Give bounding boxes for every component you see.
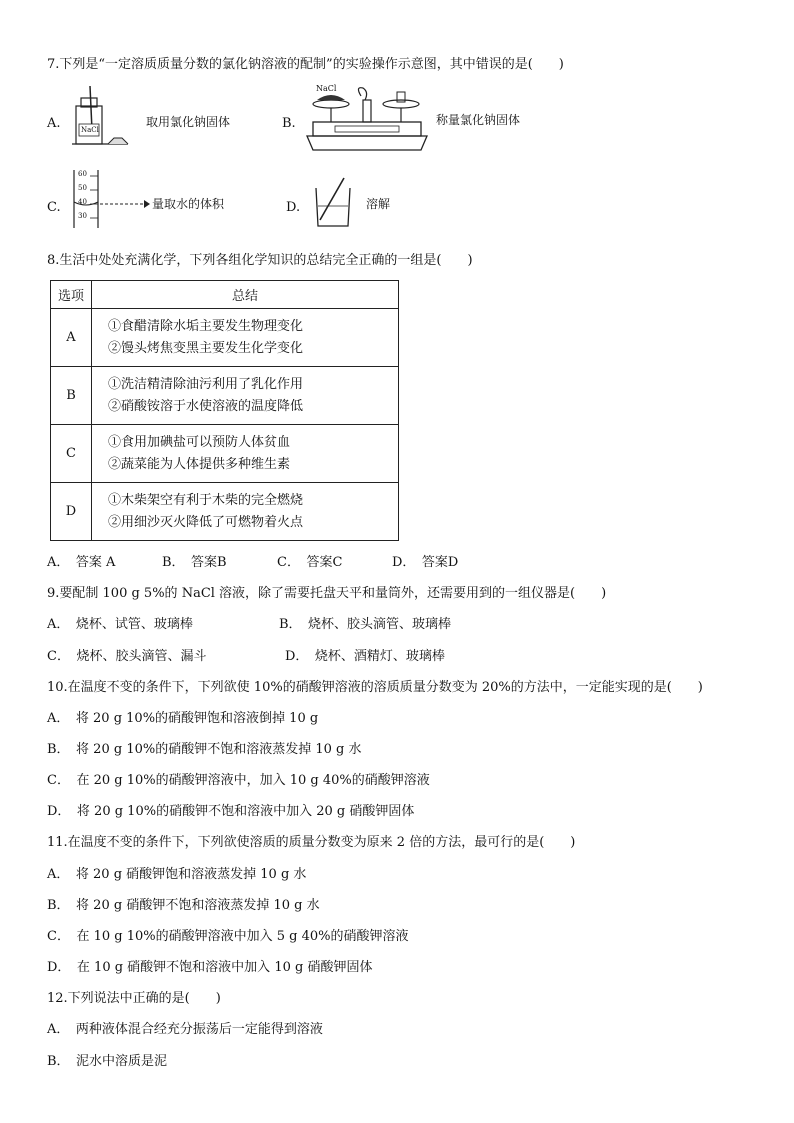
table-header-summary: 总结 xyxy=(92,281,399,309)
summary-line: ①食用加碘盐可以预防人体贫血 xyxy=(108,434,291,450)
option-b[interactable]: B． 将 20 g 硝酸钾不饱和溶液蒸发掉 10 g 水 xyxy=(47,898,320,913)
balance-pan-label: NaCl xyxy=(316,84,337,93)
table-row xyxy=(51,425,399,483)
option-a[interactable]: A． 两种液体混合经充分振荡后一定能得到溶液 xyxy=(47,1022,323,1037)
table-header-row xyxy=(51,281,399,309)
question-9-options-row-1 xyxy=(47,615,767,639)
beaker-figure xyxy=(312,176,356,230)
summary-line: ②馒头烤焦变黑主要发生化学变化 xyxy=(108,340,304,356)
option-b[interactable]: B． 烧杯、胶头滴管、玻璃棒 xyxy=(279,617,452,632)
figure-d-caption: 溶解 xyxy=(366,197,391,211)
option-b[interactable]: B． 将 20 g 10%的硝酸钾不饱和溶液蒸发掉 10 g 水 xyxy=(47,742,362,757)
option-d[interactable]: D． 答案D xyxy=(392,555,459,570)
option-a[interactable]: A． 将 20 g 10%的硝酸钾饱和溶液倒掉 10 g xyxy=(47,711,319,726)
option-d[interactable]: D． 烧杯、酒精灯、玻璃棒 xyxy=(285,649,445,664)
question-8-options xyxy=(47,553,767,577)
option-a[interactable]: A． 将 20 g 硝酸钾饱和溶液蒸发掉 10 g 水 xyxy=(47,867,307,882)
figure-b-letter: B. xyxy=(282,116,296,131)
summary-line: ①木柴架空有利于木柴的完全燃烧 xyxy=(108,492,304,508)
table-cell-summary xyxy=(92,483,399,541)
option-d[interactable]: D． 将 20 g 10%的硝酸钾不饱和溶液中加入 20 g 硝酸钾固体 xyxy=(47,804,415,819)
cylinder-tick-30: 30 xyxy=(78,212,87,220)
table-cell-summary xyxy=(92,367,399,425)
table-cell-option: D xyxy=(51,483,92,541)
figure-c-caption: 量取水的体积 xyxy=(152,197,225,211)
table-cell-option: C xyxy=(51,425,92,483)
cylinder-tick-60: 60 xyxy=(78,170,87,178)
option-a[interactable]: A． 烧杯、试管、玻璃棒 xyxy=(47,617,193,632)
summary-line: ②用细沙灭火降低了可燃物着火点 xyxy=(108,514,304,530)
option-d[interactable]: D． 在 10 g 硝酸钾不饱和溶液中加入 10 g 硝酸钾固体 xyxy=(47,960,373,975)
figure-a-letter: A. xyxy=(47,116,61,131)
figure-d-letter: D. xyxy=(286,200,301,215)
question-11-stem: 11.在温度不变的条件下，下列欲使溶质的质量分数变为原来 2 倍的方法，最可行的是( ) xyxy=(47,835,576,850)
option-b[interactable]: B． 泥水中溶质是泥 xyxy=(47,1054,168,1069)
summary-line: ②蔬菜能为人体提供多种维生素 xyxy=(108,456,291,472)
table-header-option: 选项 xyxy=(51,281,92,309)
question-10-stem: 10.在温度不变的条件下，下列欲使 10%的硝酸钾溶液的溶质质量分数变为 20%的方法中，一定能实现的是( ) xyxy=(47,680,703,695)
figure-b-caption: 称量氯化钠固体 xyxy=(436,113,521,127)
question-8-stem: 8.生活中处处充满化学，下列各组化学知识的总结完全正确的一组是( ) xyxy=(47,253,473,268)
cylinder-tick-50: 50 xyxy=(78,184,87,192)
cylinder-tick-40: 40 xyxy=(78,198,87,206)
summary-line: ①洗洁精清除油污利用了乳化作用 xyxy=(108,376,304,392)
option-c[interactable]: C． 答案C xyxy=(277,555,343,570)
summary-table xyxy=(50,280,399,541)
table-row xyxy=(51,367,399,425)
figure-c-letter: C. xyxy=(47,200,61,215)
summary-line: ①食醋清除水垢主要发生物理变化 xyxy=(108,318,304,334)
figure-a-caption: 取用氯化钠固体 xyxy=(146,115,231,129)
bottle-label: NaCl xyxy=(81,126,99,134)
table-cell-option: B xyxy=(51,367,92,425)
table-cell-summary xyxy=(92,425,399,483)
summary-line: ②硝酸铵溶于水使溶液的温度降低 xyxy=(108,398,304,414)
table-cell-option: A xyxy=(51,309,92,367)
option-a[interactable]: A． 答案 A xyxy=(47,555,116,570)
reagent-bottle-figure xyxy=(70,84,132,150)
option-c[interactable]: C． 烧杯、胶头滴管、漏斗 xyxy=(47,649,207,664)
table-cell-summary xyxy=(92,309,399,367)
option-b[interactable]: B． 答案B xyxy=(162,555,227,570)
question-9-options-row-2 xyxy=(47,647,767,671)
table-row xyxy=(51,309,399,367)
table-row xyxy=(51,483,399,541)
option-c[interactable]: C． 在 20 g 10%的硝酸钾溶液中，加入 10 g 40%的硝酸钾溶液 xyxy=(47,773,430,788)
question-7-stem: 7.下列是“一定溶质质量分数的氯化钠溶液的配制”的实验操作示意图，其中错误的是( ) xyxy=(47,57,564,72)
question-9-stem: 9.要配制 100 g 5%的 NaCl 溶液，除了需要托盘天平和量筒外，还需要用到的一组仪器是( ) xyxy=(47,586,607,601)
option-c[interactable]: C． 在 10 g 10%的硝酸钾溶液中加入 5 g 40%的硝酸钾溶液 xyxy=(47,929,409,944)
question-12-stem: 12.下列说法中正确的是( ) xyxy=(47,991,221,1006)
